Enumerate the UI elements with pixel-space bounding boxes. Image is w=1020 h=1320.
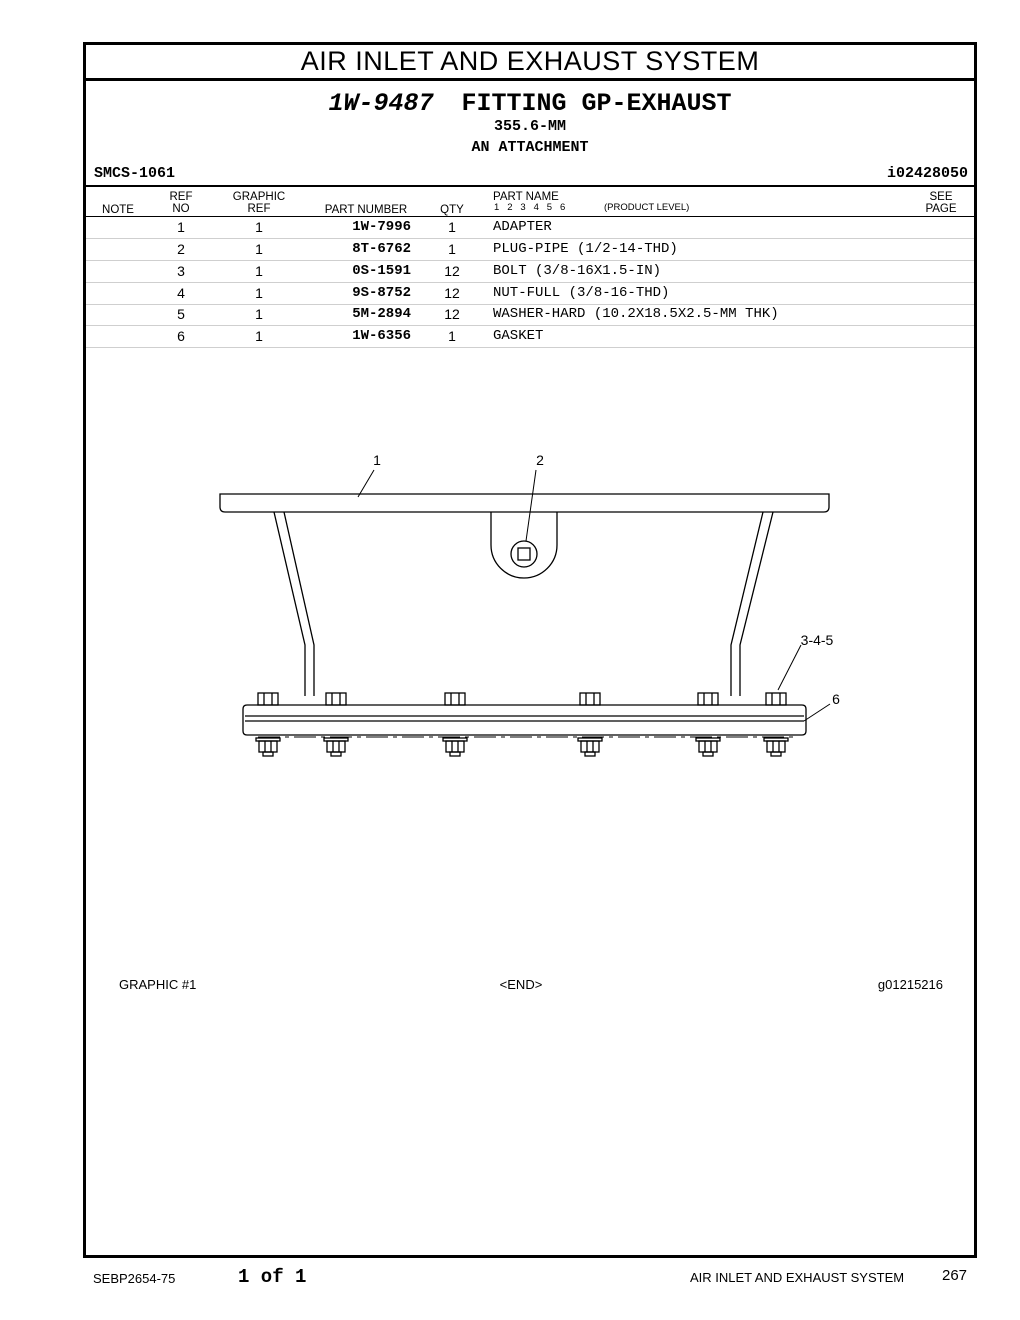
- part-name: PLUG-PIPE (1/2-14-THD): [493, 241, 678, 257]
- illustration-id: i02428050: [886, 165, 968, 182]
- group-type: AN ATTACHMENT: [471, 139, 589, 156]
- col-levels: 1 2 3 4 5 6: [494, 202, 566, 213]
- quantity: 1: [448, 219, 456, 235]
- quantity: 1: [448, 328, 456, 344]
- ref-no: 1: [177, 219, 185, 235]
- callout-3-4-5: 3-4-5: [800, 632, 834, 648]
- part-number: 9S-8752: [352, 285, 411, 301]
- part-name: NUT-FULL (3/8-16-THD): [493, 285, 670, 301]
- bottom-flange: [243, 705, 806, 735]
- graphic-ref: 1: [255, 219, 263, 235]
- part-name: GASKET: [493, 328, 544, 344]
- page-count: 1 of 1: [238, 1266, 307, 1288]
- ref-no: 6: [177, 328, 185, 344]
- document-number: SEBP2654-75: [93, 1271, 176, 1286]
- part-number: 1W-6356: [352, 328, 411, 344]
- quantity: 12: [444, 306, 460, 322]
- page-number: 267: [942, 1267, 968, 1284]
- graphic-id: g01215216: [877, 977, 943, 992]
- graphic-ref: 1: [255, 241, 263, 257]
- ref-no: 3: [177, 263, 185, 279]
- page-frame: [83, 42, 977, 1258]
- pipe-plug: [511, 541, 537, 567]
- part-number: 1W-7996: [352, 219, 411, 235]
- part-name: BOLT (3/8-16X1.5-IN): [493, 263, 662, 279]
- bolt-heads: [258, 693, 786, 705]
- col-see-bottom: PAGE: [925, 203, 957, 215]
- col-part-number: PART NUMBER: [324, 204, 408, 216]
- system-title: AIR INLET AND EXHAUST SYSTEM: [86, 45, 974, 81]
- callout-6: 6: [832, 691, 840, 707]
- adapter-flange: [220, 494, 829, 512]
- ref-no: 4: [177, 285, 185, 301]
- graphic-ref: 1: [255, 263, 263, 279]
- col-graphic-top: GRAPHIC: [232, 191, 286, 203]
- end-marker: <END>: [499, 977, 543, 992]
- quantity: 12: [444, 285, 460, 301]
- callout-2: 2: [536, 452, 544, 468]
- plug-boss: [491, 512, 557, 578]
- col-note: NOTE: [102, 204, 134, 216]
- smcs-code: SMCS-1061: [94, 165, 176, 182]
- ref-no: 2: [177, 241, 185, 257]
- part-number: 5M-2894: [352, 306, 411, 322]
- quantity: 12: [444, 263, 460, 279]
- leader-1: [358, 470, 374, 497]
- footer-section: AIR INLET AND EXHAUST SYSTEM: [690, 1270, 905, 1285]
- col-ref-bottom: NO: [172, 203, 190, 215]
- ref-no: 5: [177, 306, 185, 322]
- graphic-label: GRAPHIC #1: [119, 977, 197, 992]
- col-ref-top: REF: [169, 191, 193, 203]
- part-name: WASHER-HARD (10.2X18.5X2.5-MM THK): [493, 306, 779, 322]
- nuts-and-washers: [256, 738, 788, 756]
- exploded-view-illustration: [86, 45, 974, 1255]
- graphic-ref: 1: [255, 285, 263, 301]
- group-size: 355.6-MM: [493, 118, 566, 135]
- col-qty: QTY: [440, 204, 464, 216]
- col-graphic-bottom: REF: [247, 203, 271, 215]
- quantity: 1: [448, 241, 456, 257]
- adapter-wall-left: [274, 512, 305, 696]
- part-number: 8T-6762: [352, 241, 411, 257]
- part-number: 0S-1591: [352, 263, 411, 279]
- col-part-name: PART NAME: [493, 191, 559, 203]
- leader-3-4-5: [778, 645, 801, 690]
- graphic-ref: 1: [255, 328, 263, 344]
- leader-2: [526, 470, 536, 541]
- leader-6: [804, 704, 830, 721]
- group-name: FITTING GP-EXHAUST: [461, 89, 732, 118]
- graphic-ref: 1: [255, 306, 263, 322]
- callout-1: 1: [373, 452, 381, 468]
- col-see-top: SEE: [929, 191, 953, 203]
- part-name: ADAPTER: [493, 219, 552, 235]
- col-product-level: (PRODUCT LEVEL): [604, 202, 690, 213]
- group-part-number: 1W-9487: [328, 89, 434, 118]
